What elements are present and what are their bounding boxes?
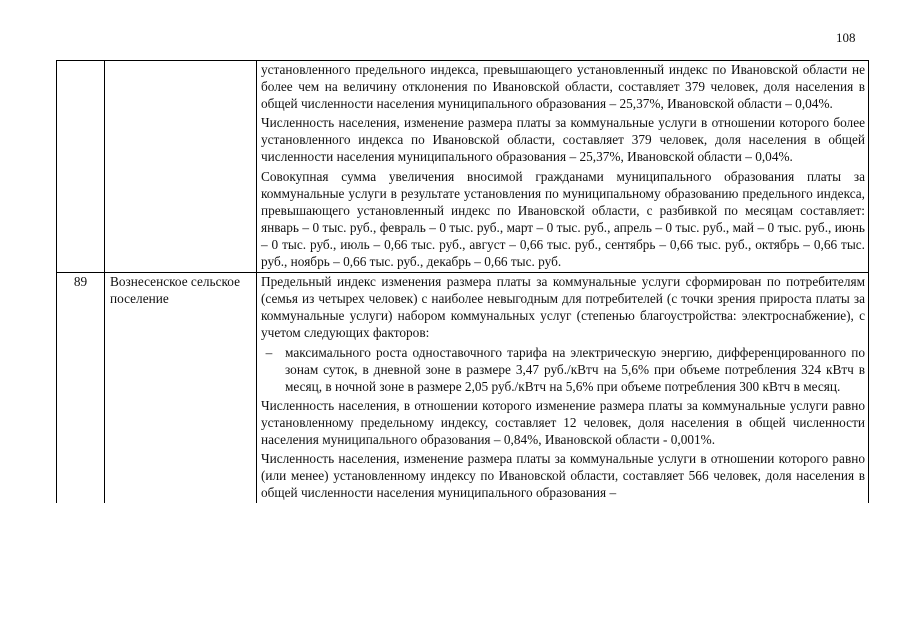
table-row (57, 273, 869, 504)
row-number-cell: 89 (57, 273, 105, 504)
tariff-factor-text: максимального роста одноставочного тарифа на электрическую энергию, дифференцированного по зонам суток, в дневной зоне в размере 3,47 руб./кВтч на 5,6% при объеме потребления 324 кВтч в месяц, в ночной зоне в размере 2,05 руб./кВтч на 5,6% при объеме потребления 300 кВтч в месяц. (285, 344, 865, 394)
municipality-name-cell (105, 61, 257, 273)
municipality-name-cell: Вознесенское сельское поселение (105, 273, 257, 504)
row-number-cell (57, 61, 105, 273)
population-above-limit-paragraph: установленного предельного индекса, превышающего установленный индекс по Ивановской области не более чем на величину отклонения по Ивановской области, составляет 379 человек, доля населения в общей численности населения муниципального образования – 25,37%, Ивановской области – 0,04%. (261, 62, 865, 112)
population-equal-paragraph: Численность населения, в отношении которого изменение размера платы за коммунальные услуги равно установленному предельному индексу, составляет 12 человек, доля населения в общей численности населения муниципального образования – 0,84%, Ивановской области - 0,001%. (261, 397, 865, 447)
description-cell (257, 273, 869, 504)
population-above-index-paragraph: Численность населения, изменение размера платы за коммунальные услуги в отношении которого более установленного индекса по Ивановской области, составляет 379 человек, доля населения в общей численности населения муниципального образования – 25,37%, Ивановской области – 0,04%. (261, 115, 865, 165)
page-number: 108 (836, 30, 856, 45)
monthly-increase-paragraph: Совокупная сумма увеличения вносимой гражданами муниципального образования платы за коммунальные услуги в результате установления по муниципальному образованию предельного индекса, превышающего установленный индекс по Ивановской области, с разбивкой по месяцам составляет: январь – 0 тыс. руб., февраль – 0 тыс. руб., март – 0 тыс. руб., апрель – 0 тыс. руб., май – 0 тыс. руб., июнь – 0 тыс. руб., июль – 0,66 тыс. руб., август – 0,66 тыс. руб., сентябрь – 0,66 тыс. руб., октябрь – 0,66 тыс. руб., ноябрь – 0,66 тыс. руб., декабрь – 0,66 тыс. руб. (261, 168, 865, 270)
index-intro-paragraph: Предельный индекс изменения размера платы за коммунальные услуги сформирован по потребителям (семья из четырех человек) с наиболее невыгодным для потребителей (с точки зрения прироста платы за коммунальные услуги) набором коммунальных услуг (степенью благоустройства: электроснабжение), с учетом следующих факторов: (261, 274, 865, 341)
population-less-paragraph: Численность населения, изменение размера платы за коммунальные услуги в отношении которого равно (или менее) установленному индексу по Ивановской области, составляет 566 человек, доля населения в общей численности населения муниципального образования – (261, 451, 865, 501)
description-cell (257, 61, 869, 273)
tariff-factor-item (261, 344, 865, 395)
table-row (57, 61, 869, 273)
dash-bullet: – (265, 344, 273, 360)
municipal-index-table (56, 60, 869, 503)
